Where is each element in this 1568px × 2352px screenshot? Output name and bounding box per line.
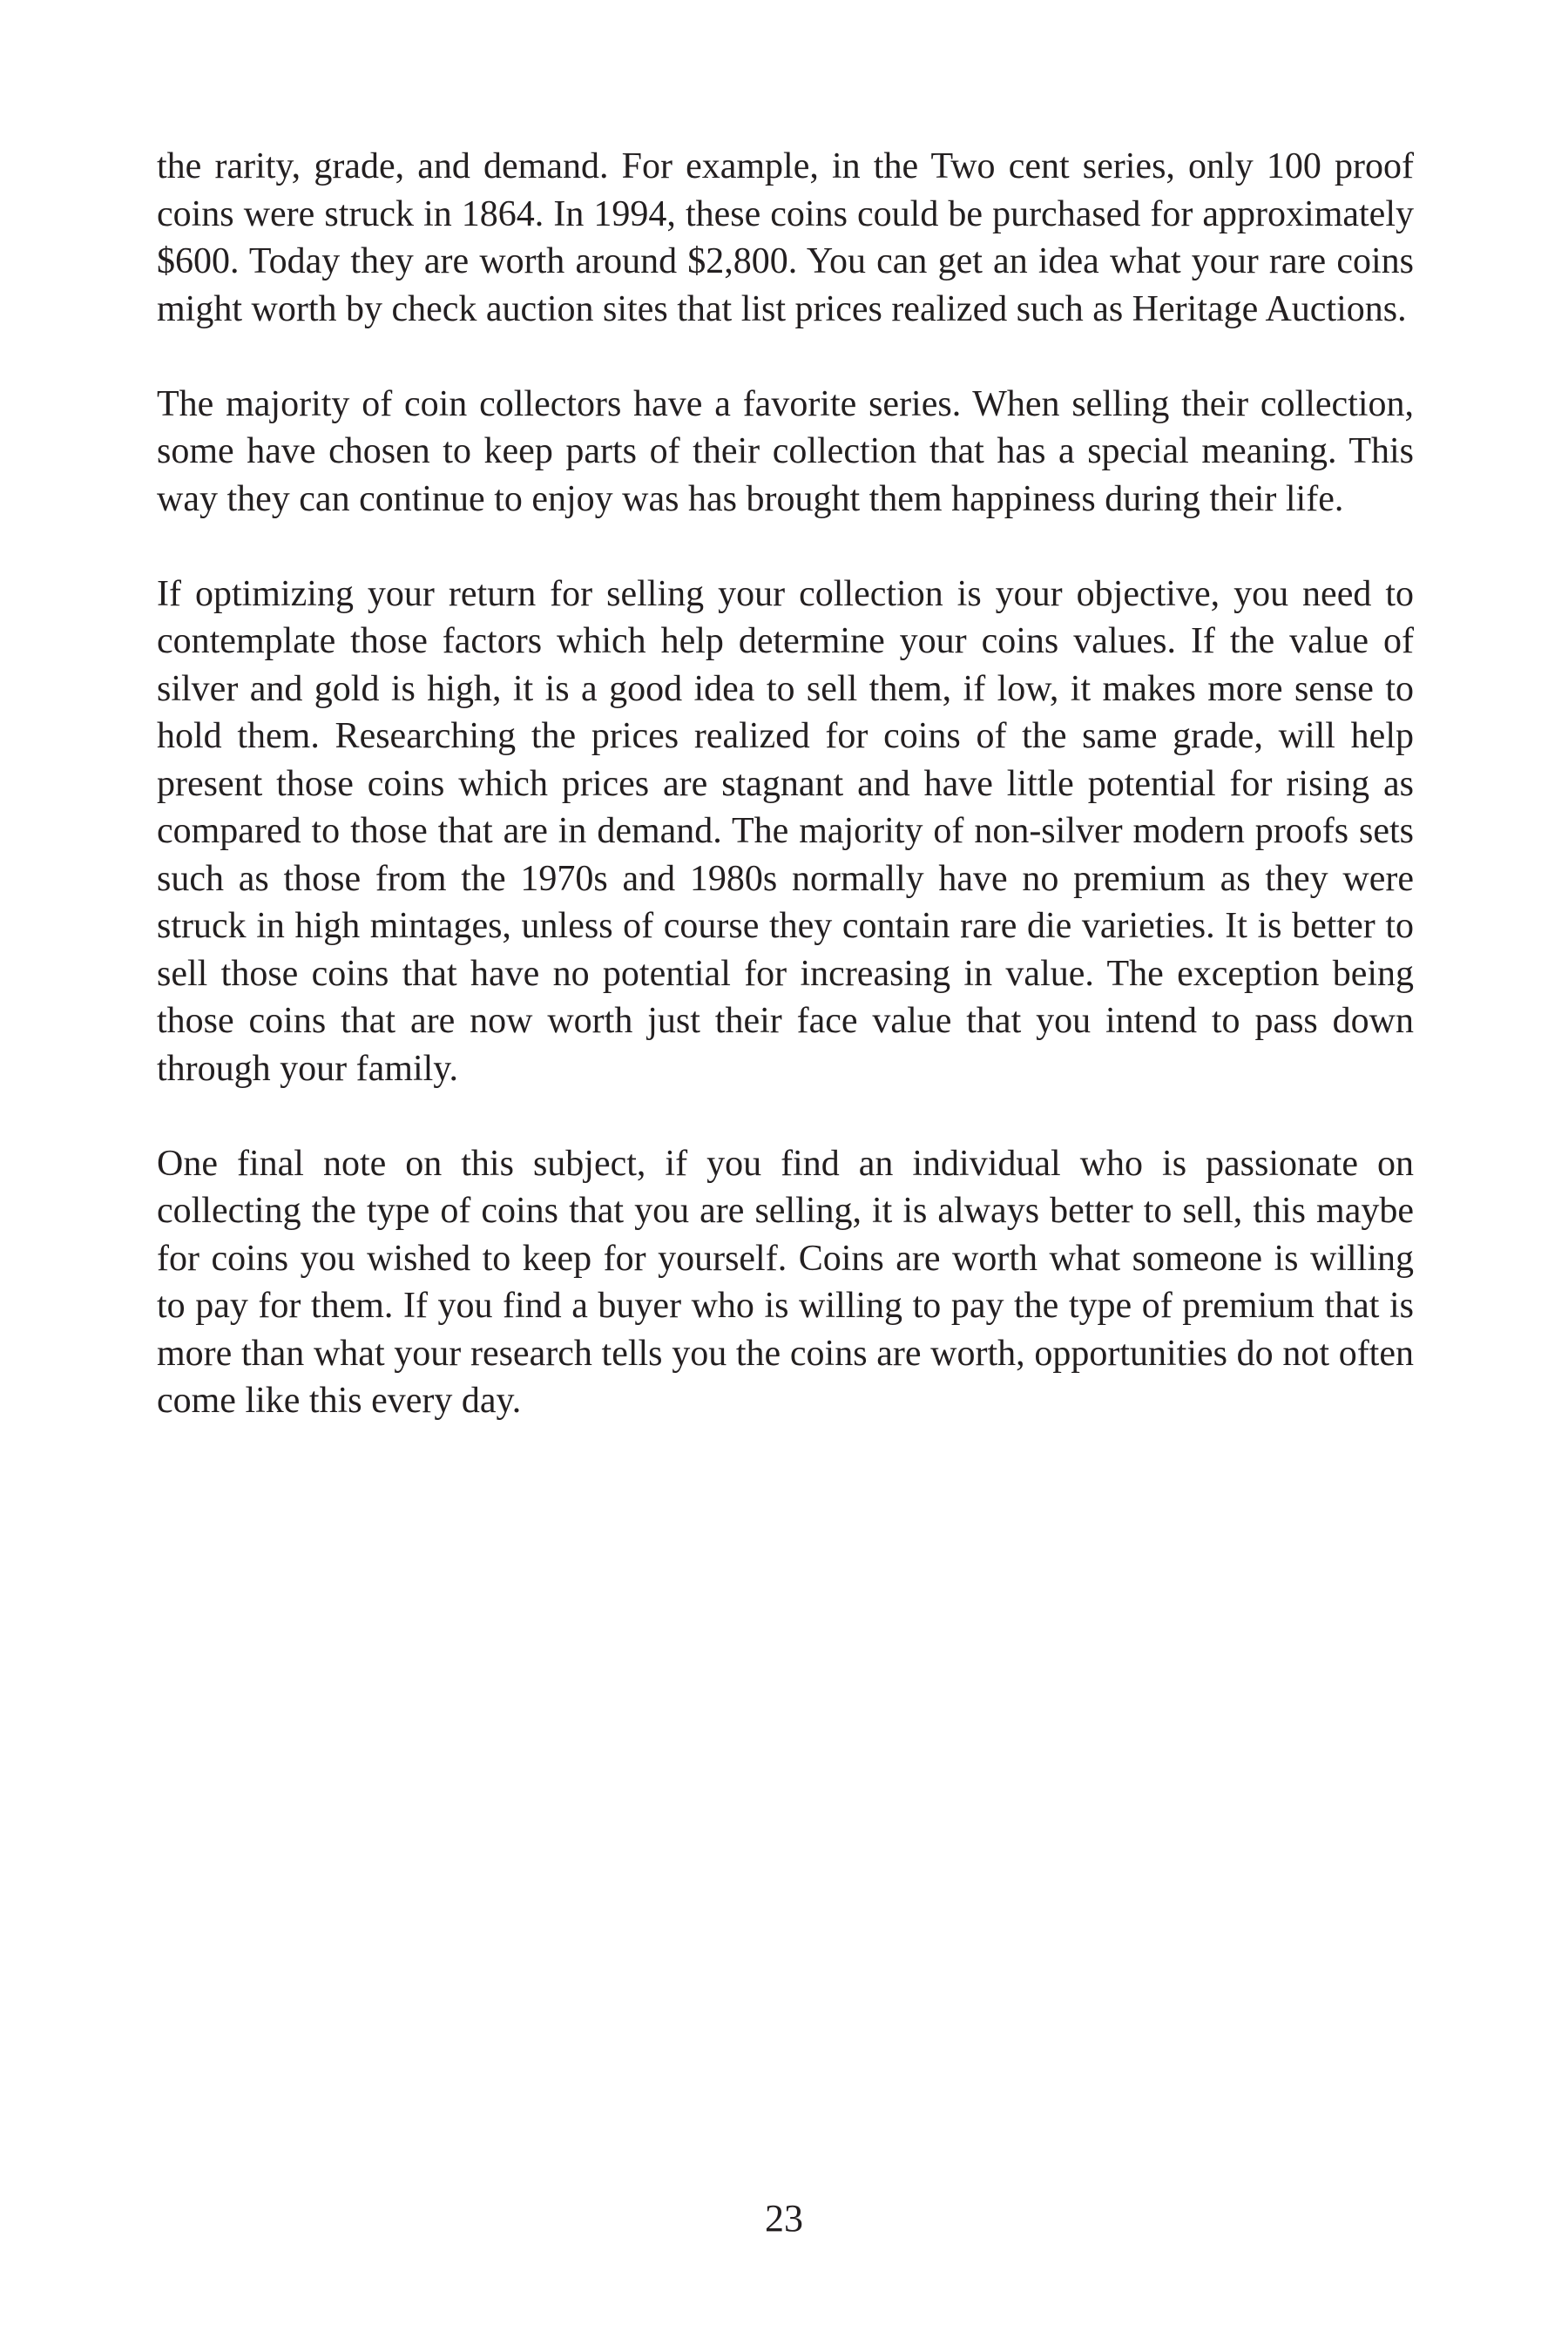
page-number: 23 [765, 2197, 803, 2240]
paragraph-favorite-series: The majority of coin collectors have a favorite series. When selling their collection, some have chosen to keep parts of their collection that has a special meaning. This way they can continue to enjoy was has brought them happiness during their life. [157, 383, 1414, 519]
body-text [157, 143, 1414, 1472]
paragraph-final-note: One final note on this subject, if you find an individual who is passionate on collecting the type of coins that you are selling, it is always better to sell, this maybe for coins you wished to keep for yourself. Coins are worth what someone is willing to pay for them. If you find a buyer who is willing to pay the type of premium that is more than what your research tells you the coins are worth, opportunities do not often come like this every day. [157, 1143, 1414, 1421]
paragraph-optimizing-return: If optimizing your return for selling your collection is your objective, you need to contemplate those factors which help determine your coins values. If the value of silver and gold is high, it is a good idea to sell them, if low, it makes more sense to hold them. Researching the prices realized for coins of the same grade, will help present those coins which prices are stagnant and have little potential for rising as compared to those that are in demand. The majority of non-silver modern proofs sets such as those from the 1970s and 1980s normally have no premium as they were struck in high mintages, unless of course they contain rare die varieties. It is better to sell those coins that have no potential for increasing in value. The exception being those coins that are now worth just their face value that you intend to pass down through your family. [157, 573, 1414, 1089]
paragraph-rarity-grade-demand: the rarity, grade, and demand. For example, in the Two cent series, only 100 proof coins were struck in 1864. In 1994, these coins could be purchased for approximately $600. Today they are worth around $2,800. You can get an idea what your rare coins might worth by check auction sites that list prices realized such as Heritage Auctions. [157, 146, 1414, 329]
